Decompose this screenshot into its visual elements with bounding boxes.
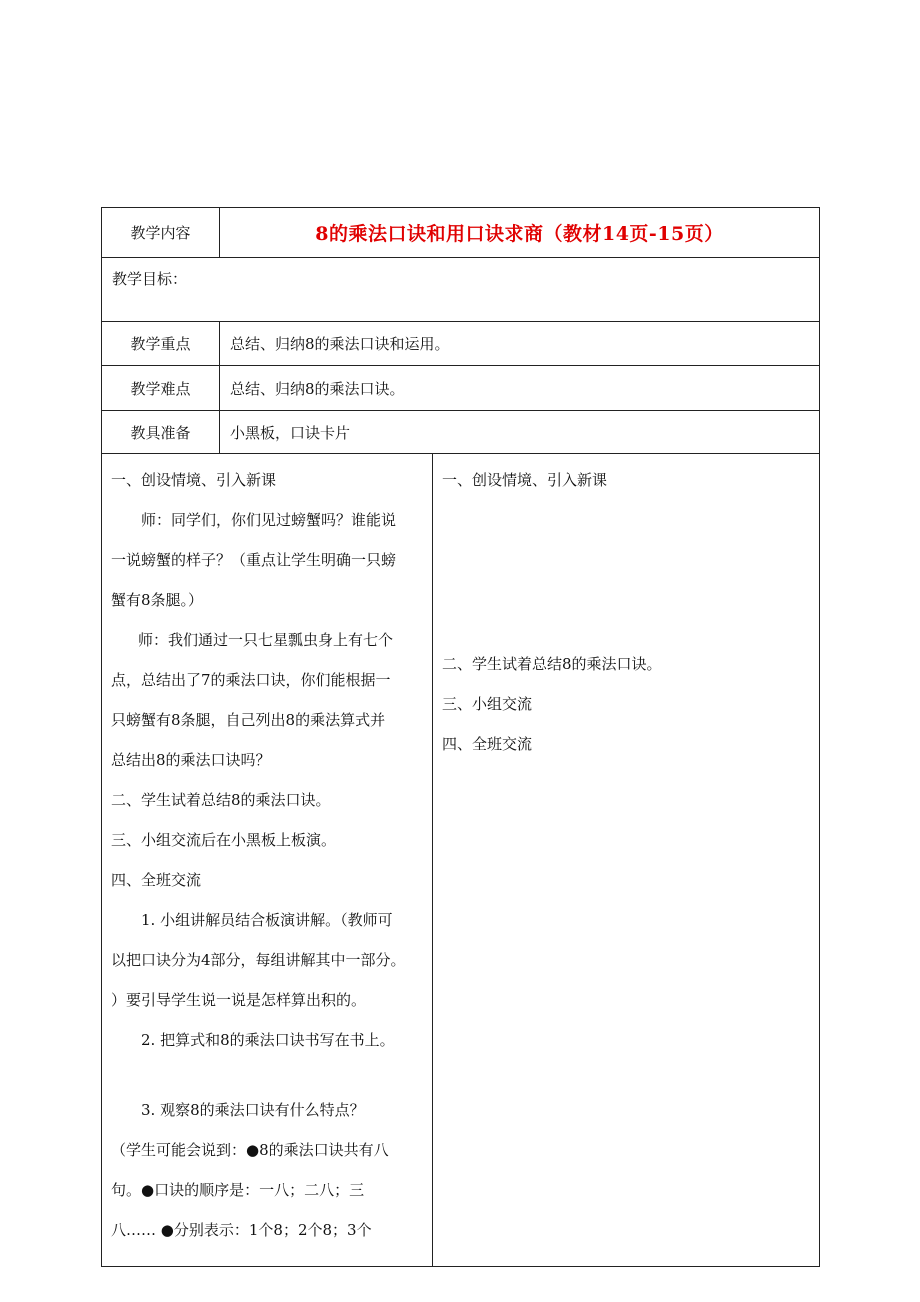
focus-value: 总结、归纳8的乘法口诀和运用。 (220, 322, 820, 366)
section-heading: 三、小组交流 (442, 695, 533, 713)
content-row (102, 208, 820, 258)
materials-value: 小黑板，口诀卡片 (220, 411, 820, 454)
teacher-process-column (102, 454, 433, 1267)
paragraph-line: 总结出8的乘法口诀吗？ (111, 751, 271, 769)
list-item-line: 1. 小组讲解员结合板演讲解。（教师可 (141, 911, 393, 929)
list-item-line: 3. 观察8的乘法口诀有什么特点？ (141, 1101, 365, 1119)
section-heading: 三、小组交流后在小黑板上板演。 (111, 831, 337, 849)
section-heading: 一、创设情境、引入新课 (111, 471, 277, 489)
objectives-label: 教学目标： (102, 258, 820, 322)
student-activity-column (433, 454, 820, 1267)
paragraph-line: 句。●口诀的顺序是：一八；二八；三 (111, 1181, 365, 1199)
paragraph-line: 点，总结出了7的乘法口诀，你们能根据一 (111, 671, 391, 689)
section-heading: 二、学生试着总结8的乘法口诀。 (111, 791, 331, 809)
focus-label: 教学重点 (102, 322, 220, 366)
difficulty-value: 总结、归纳8的乘法口诀。 (220, 366, 820, 411)
difficulty-label: 教学难点 (102, 366, 220, 411)
objectives-row (102, 258, 820, 322)
materials-row (102, 411, 820, 454)
paragraph-line: 蟹有8条腿。） (111, 591, 204, 609)
process-row (102, 454, 820, 1267)
section-heading: 一、创设情境、引入新课 (442, 471, 608, 489)
list-item-line: 2. 把算式和8的乘法口诀书写在书上。 (141, 1031, 395, 1049)
paragraph-line: ）要引导学生说一说是怎样算出积的。 (111, 991, 367, 1009)
focus-row (102, 322, 820, 366)
difficulty-row (102, 366, 820, 411)
spacer (442, 500, 811, 644)
section-heading: 四、全班交流 (111, 871, 202, 889)
paragraph-line: 以把口诀分为4部分，每组讲解其中一部分。 (111, 951, 406, 969)
content-title: 8的乘法口诀和用口诀求商（教材14页-15页） (220, 208, 820, 258)
paragraph-line: 八…… ●分别表示：1个8；2个8；3个 (111, 1221, 372, 1239)
paragraph-line: （学生可能会说到：●8的乘法口诀共有八 (111, 1141, 389, 1159)
materials-label: 教具准备 (102, 411, 220, 454)
lesson-plan-table (101, 207, 820, 1267)
section-heading: 二、学生试着总结8的乘法口诀。 (442, 655, 662, 673)
content-label: 教学内容 (102, 208, 220, 258)
paragraph-line: 一说螃蟹的样子？（重点让学生明确一只螃 (111, 551, 397, 569)
section-heading: 四、全班交流 (442, 735, 533, 753)
spacer (111, 1060, 424, 1090)
paragraph-line: 只螃蟹有8条腿，自己列出8的乘法算式并 (111, 711, 386, 729)
paragraph-line: 师：同学们，你们见过螃蟹吗？谁能说 (141, 511, 397, 529)
paragraph-line: 师：我们通过一只七星瓢虫身上有七个 (138, 631, 394, 649)
